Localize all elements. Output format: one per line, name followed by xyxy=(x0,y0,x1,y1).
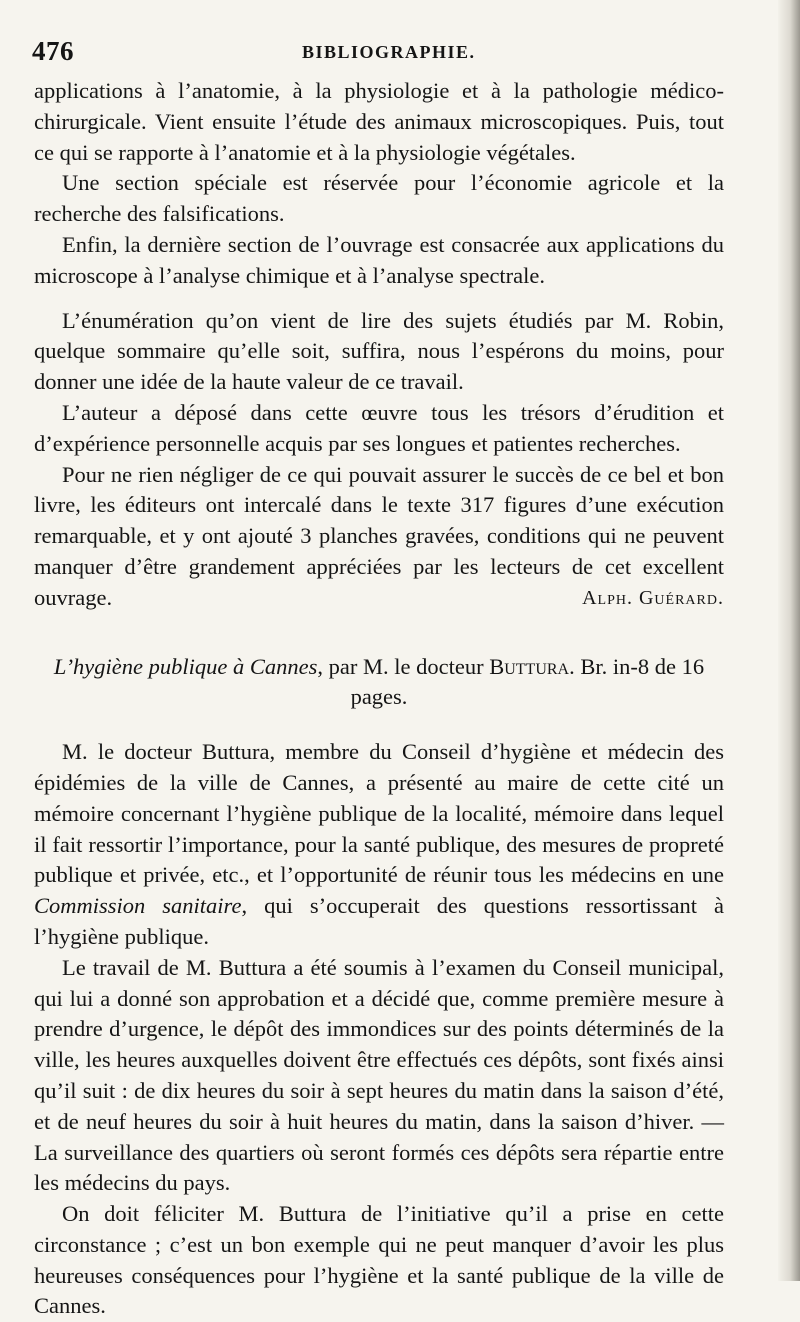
review1-paragraph-6 xyxy=(34,460,724,614)
commission-sanitaire-emphasis: Commission sanitaire xyxy=(34,893,242,919)
review2-paragraph-1-a: M. le docteur Buttura, membre du Conseil d’hygiène et médecin des épidémies de la ville de Cannes, a présenté au maire de cette cité un mémoire concernant l’hygiène publique de la localité, mémoire dans lequel il fait ressortir l’importance, pour la santé publique, des mesures de propreté publique et privée, etc., et l’opportunité de réunir tous les médecins en une xyxy=(34,739,724,888)
running-title: BIBLIOGRAPHIE. xyxy=(302,42,476,62)
page-number: 476 xyxy=(32,36,74,66)
review2-paragraph-2: Le travail de M. Buttura a été soumis à l’examen du Conseil municipal, qui lui a donné son approbation et a décidé que, comme première mesure à prendre d’urgence, le dépôt des immondices sur des points déterminés de la ville, les heures auxquelles doivent être effectués ces dépôts, sont fixés ainsi qu’il suit : de dix heures du soir à sept heures du matin dans la saison d’été, et de neuf heures du soir à huit heures du matin, dans la saison d’hiver. — La surveillance des quartiers où seront formés ces dépôts sera répartie entre les médecins du pays. xyxy=(34,954,724,1196)
review1-paragraph-1: applications à l’anatomie, à la physiologie et à la pathologie médico-chirurgicale. Vient ensuite l’étude des animaux microscopiques. Puis, tout ce qui se rapporte à l’anatomie et à la physiologie végétales. xyxy=(34,78,724,165)
review1-paragraph-2: Une section spéciale est réservée pour l’économie agricole et la recherche des falsifications. xyxy=(34,170,724,227)
page-edge-shadow xyxy=(778,0,800,1281)
book-title-by: , par M. le docteur xyxy=(317,653,490,679)
review2-paragraph-3: On doit féliciter M. Buttura de l’initiative qu’il a prise en cette circonstance ; c’est un bon exemple qui ne peut manquer d’avoir les plus heureuses conséquences pour l’hygiène et la santé publique de la ville de Cannes. xyxy=(34,1201,724,1319)
book-title-rest: . Br. in-8 de 16 pages. xyxy=(350,653,705,710)
review1-paragraph-3: Enfin, la dernière section de l’ouvrage est consacrée aux applications du microscope à l’analyse chimique et à l’analyse spectrale. xyxy=(34,231,724,288)
book-author: Buttura xyxy=(489,653,570,679)
review1-paragraph-6-text: Pour ne rien négliger de ce qui pouvait assurer le succès de ce bel et bon livre, les éditeurs ont intercalé dans le texte 317 figures d’une exécution remarquable, et y ont ajouté 3 planches gravées, conditions qui ne peuvent manquer d’être grandement appréciées par les lecteurs de cet excellent ouvrage. xyxy=(34,461,724,610)
review2-paragraph-1-b: , qui s’occuperait des questions ressortissant à l’hygiène publique. xyxy=(34,893,724,949)
review1-paragraph-5: L’auteur a déposé dans cette œuvre tous les trésors d’érudition et d’expérience personnelle acquis par ses longues et patientes recherches. xyxy=(34,399,724,456)
review-signature: Alph. Guérard. xyxy=(582,586,724,609)
page-header xyxy=(32,36,722,72)
review2-book-title xyxy=(34,652,724,714)
page-body xyxy=(34,76,724,1322)
book-title-italic: L’hygiène publique à Cannes xyxy=(53,653,318,679)
review2-paragraph-1 xyxy=(34,737,724,953)
review1-paragraph-4: L’énumération qu’on vient de lire des sujets étudiés par M. Robin, quelque sommaire qu’elle soit, suffira, nous l’espérons du moins, pour donner une idée de la haute valeur de ce travail. xyxy=(34,307,724,395)
